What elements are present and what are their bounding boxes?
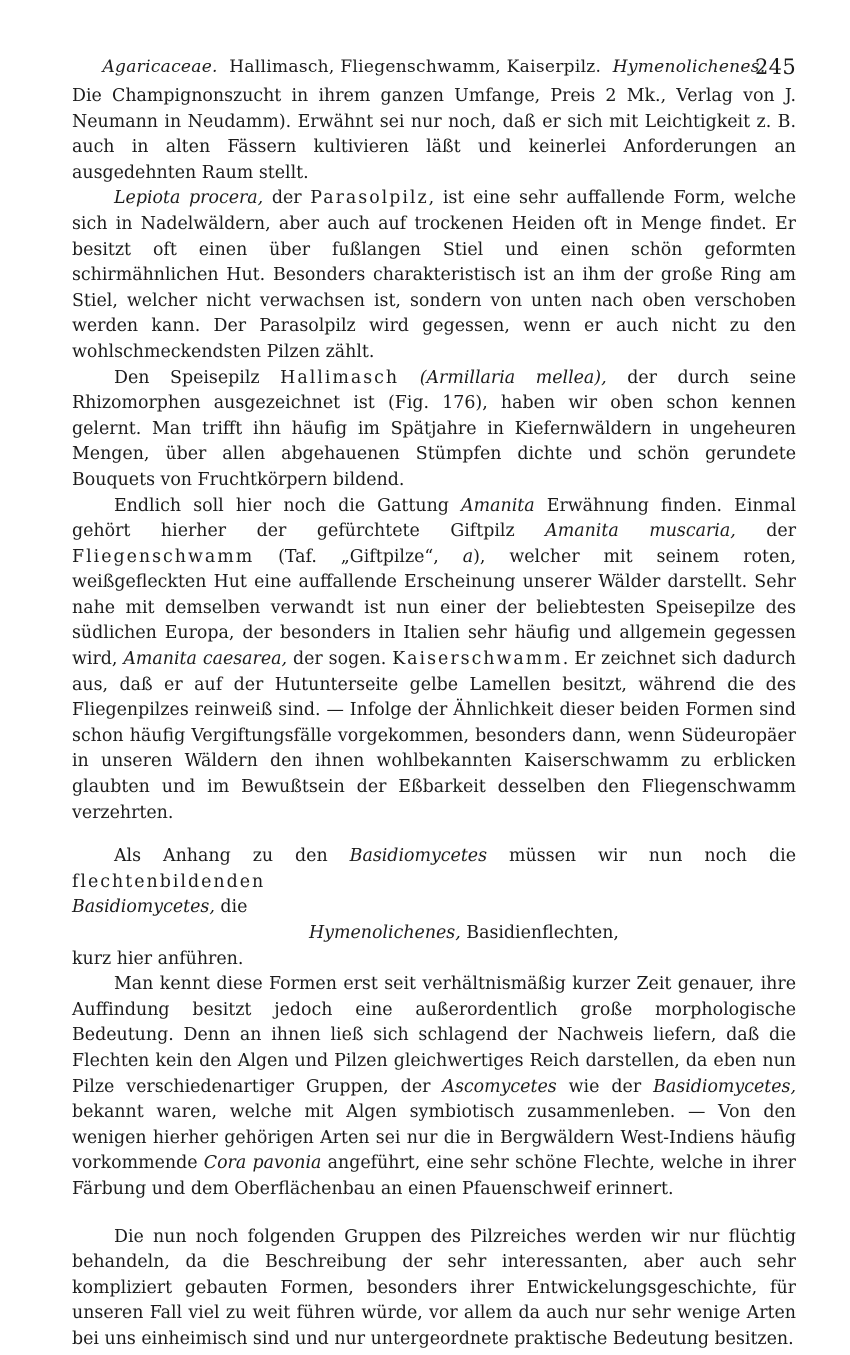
book-page (72, 50, 796, 1353)
paragraph-champignon: Die Champignonszucht in ihrem ganzen Umfange, Preis 2 Mk., Verlag von J. Neumann in Neudamm). Erwähnt sei nur noch, daß er sich mit Leichtigkeit z. B. auch in alten Fässern kultivieren läßt und keinerlei Anforderungen an ausgedehnten Raum stellt. (72, 86, 796, 183)
text-run: der sogen. (287, 649, 393, 670)
text-run: (Taf. „Giftpilze“, (254, 546, 463, 567)
text-run: bekannt waren, welche mit Algen symbiotisch zusammenleben. — Von den wenigen hierher gehörigen Arten sei nur die in Bergwäldern West-Indiens häufig vorkommende (72, 1102, 796, 1174)
text-run: die (214, 897, 248, 918)
species-lepiota-procera: Lepiota procera, (114, 188, 264, 209)
text-run: der (735, 521, 797, 542)
text-run: Endlich soll hier noch die Gattung (114, 495, 462, 516)
group-basidiomycetes-2: Basidiomycetes, (72, 897, 215, 918)
running-head-group: Hymenolichenes. (612, 57, 766, 77)
heading-basidienflechten: Basidienflechten, (460, 923, 619, 943)
paragraph-folgende-gruppen: Die nun noch folgenden Gruppen des Pilzreiches werden wir nur flüchtig behandeln, da die Beschreibung der sehr interessanten, aber auch sehr kompliziert gebauten Formen, besonders ihrer Entwickelungsgeschichte, für unseren Fall viel zu weit führen würde, vor allem da auch nur sehr wenige Arten bei uns einheimisch sind und nur untergeordnete praktische Bedeutung besitzen. (72, 1226, 796, 1349)
page-number: 245 (755, 55, 796, 79)
common-name-fliegenschwamm: Fliegenschwamm (72, 546, 255, 567)
text-run: müssen wir nun noch die (487, 846, 796, 867)
term-flechtenbildenden: flechtenbildenden (72, 871, 266, 892)
plate-reference-a: a (462, 546, 474, 567)
heading-hymenolichenes: Hymenolichenes, (309, 923, 461, 943)
paragraph-hymenolichenes (72, 972, 796, 1202)
group-basidiomycetes: Basidiomycetes (349, 846, 488, 867)
common-name-kaiserschwamm: Kaiserschwamm (392, 649, 563, 670)
text-run: Man kennt diese Formen erst seit verhältnismäßig kurzer Zeit genauer, ihre Auffindung besitzt jedoch eine außerordentlich große morphologische Bedeutung. Denn an ihnen ließ sich schlagend der Nachweis liefern, daß die Flechten kein den Algen und Pilzen gleichwertiges Reich darstellen, da eben nun Pilze verschiedenartiger Gruppen, der (72, 974, 796, 1097)
species-amanita-muscaria: Amanita muscaria, (545, 521, 736, 542)
common-name-hallimasch: Hallimasch (280, 367, 400, 388)
group-ascomycetes: Ascomycetes (442, 1076, 557, 1097)
text-run: wie der (556, 1076, 654, 1097)
species-amanita-caesarea: Amanita caesarea, (123, 649, 288, 670)
text-run: Als Anhang zu den (114, 846, 350, 867)
section-heading-hymenolichenes (72, 921, 796, 947)
common-name-parasolpilz: Parasolpilz (310, 188, 429, 209)
text-run: der (263, 188, 311, 209)
text-run: Den Speisepilz (114, 367, 281, 388)
paragraph-anhang (72, 844, 796, 921)
paragraph-amanita (72, 494, 796, 827)
running-head-family: Agaricaceae. (102, 57, 218, 77)
genus-amanita: Amanita (461, 495, 535, 516)
text-run: der durch seine Rhizomorphen ausgezeichnet ist (Fig. 176), haben wir oben schon kennen gelernt. Man trifft ihn häufig im Spätjahre in Kiefernwäldern in ungeheuren Mengen, über allen abgehauenen Stümpfen dichte und schön gerundete Bouquets von Fruchtkörpern bildend. (72, 367, 796, 490)
paragraph-hallimasch (72, 366, 796, 494)
running-head-topics: Hallimasch, Fliegenschwamm, Kaiserpilz. (229, 57, 602, 77)
text-run: Erwähnung finden. Einmal gehört hierher der gefürchtete Giftpilz (72, 495, 797, 542)
species-cora-pavonia: Cora pavonia (203, 1153, 322, 1174)
running-head (72, 50, 796, 84)
text-run: angeführt, eine sehr schöne Flechte, welche in ihrer Färbung und dem Oberflächenbau an einen Pfauenschweif erinnert. (72, 1153, 796, 1199)
species-armillaria-mellea: (Armillaria mellea), (399, 367, 607, 388)
group-basidiomycetes-3: Basidiomycetes, (653, 1076, 797, 1097)
text-run: . Er zeichnet sich dadurch aus, daß er auf der Hutunterseite gelbe Lamellen besitzt, während die des Fliegenpilzes reinweiß sind. — Infolge der Ähnlichkeit dieser beiden Formen sind schon häufig Vergiftungsfälle vorgekommen, besonders dann, wenn Südeuropäer in unseren Wäldern den ihnen wohlbekannten Kaiserschwamm zu erblicken glaubten und im Bewußtsein der Eßbarkeit desselben den Fliegenschwamm verzehrten. (72, 649, 797, 823)
text-run: , ist eine sehr auffallende Form, welche sich in Nadelwäldern, aber auch auf trockenen Heiden oft in Menge findet. Er besitzt oft einen über fußlangen Stiel und einen schön geformten schirmähnlichen Hut. Besonders charakteristisch ist an ihm der große Ring am Stiel, welcher nicht verwachsen ist, sondern von unten nach oben verschoben werden kann. Der Parasolpilz wird gegessen, wenn er auch nicht zu den wohlschmeckendsten Pilzen zählt. (72, 188, 797, 362)
paragraph-anhang-end: kurz hier anführen. (72, 948, 244, 969)
text-run: ), welcher mit seinem roten, weißgefleckten Hut eine auffallende Erscheinung unserer Wälder darstellt. Sehr nahe mit demselben verwandt ist nun einer der beliebtesten Speisepilze des südlichen Europa, der besonders in Italien sehr häufig und allgemein gegessen wird, (72, 546, 796, 670)
paragraph-parasolpilz (72, 186, 796, 365)
running-head-text (102, 50, 765, 84)
